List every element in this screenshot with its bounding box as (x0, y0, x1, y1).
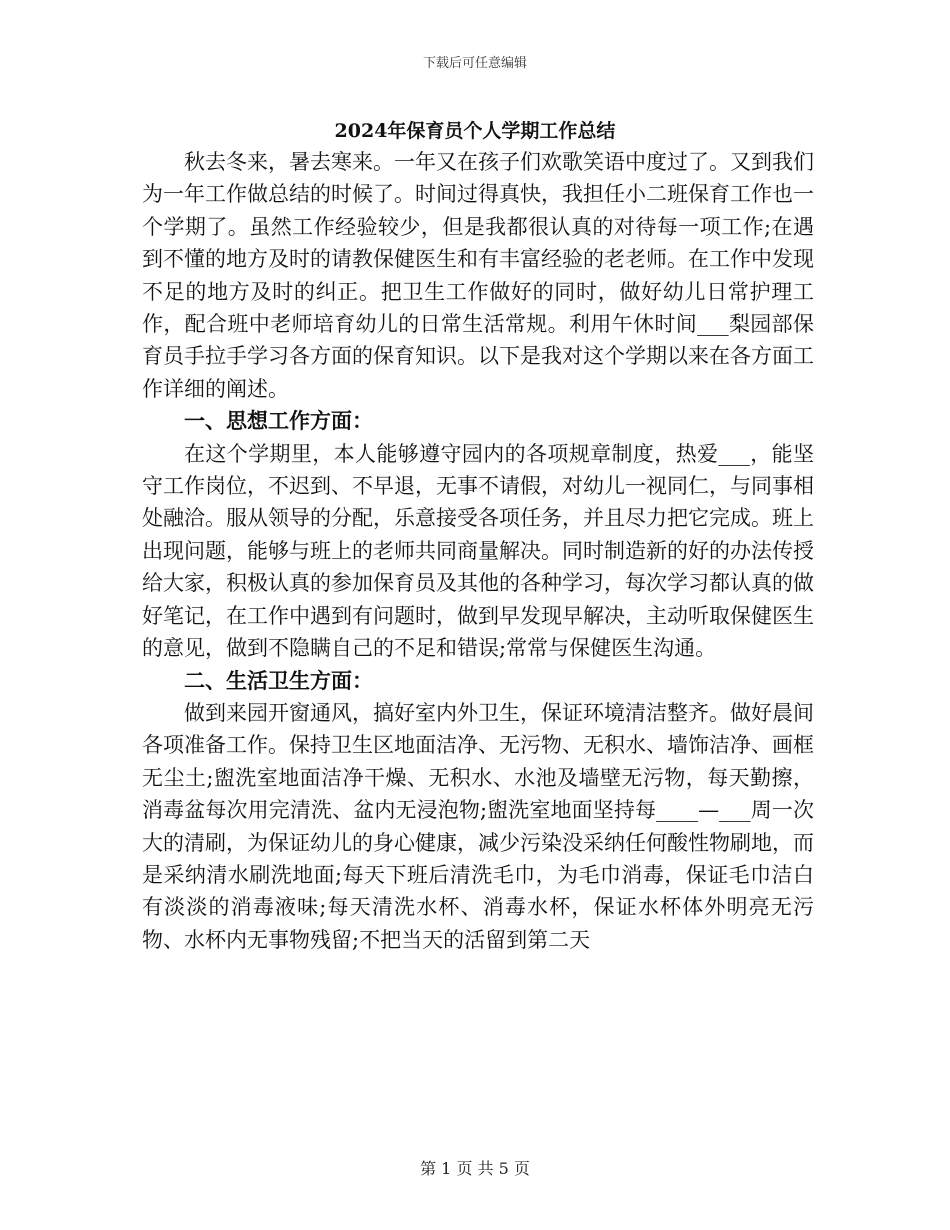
section-heading-ideology: 一、思想工作方面： (184, 409, 373, 434)
page-header-note: 下载后可任意编辑 (422, 56, 527, 71)
intro-paragraph: 秋去冬来，暑去寒来。一年又在孩子们欢歌笑语中度过了。又到我们为一年工作做总结的时候了。时间过得真快，我担任小二班保育工作也一个学期了。虽然工作经验较少，但是我都很认真的对待每一项工作;在遇到不懂的地方及时的请教保健医生和有丰富经验的老老师。在工作中发现不足的地方及时的纠正。把卫生工作做好的同时，做好幼儿日常护理工作，配合班中老师培育幼儿的日常生活常规。利用午休时间___梨园部保育员手拉手学习各方面的保育知识。以下是我对这个学期以来在各方面工作详细的阐述。 (142, 150, 814, 401)
hygiene-paragraph: 做到来园开窗通风，搞好室内外卫生，保证环境清洁整齐。做好晨间各项准备工作。保持卫生区地面洁净、无污物、无积水、墙饰洁净、画框无尘土;盥洗室地面洁净干燥、无积水、水池及墙壁无污物，每天勤擦，消毒盆每次用完清洗、盆内无浸泡物;盥洗室地面坚持每____—___周一次大的清刷，为保证幼儿的身心健康，减少污染没采纳任何酸性物刷地，而是采纳清水刷洗地面;每天下班后清洗毛巾，为毛巾消毒，保证毛巾洁白有淡淡的消毒液味;每天清洗水杯、消毒水杯，保证水杯体外明亮无污物、水杯内无事物残留;不把当天的活留到第二天 (142, 700, 814, 952)
document-title: 2024年保育员个人学期工作总结 (334, 120, 616, 142)
page-number: 第 1 页 共 5 页 (420, 1159, 530, 1178)
document-body (142, 146, 814, 956)
ideology-paragraph: 在这个学期里，本人能够遵守园内的各项规章制度，热爱___，能坚守工作岗位，不迟到、不早退，无事不请假，对幼儿一视同仁，与同事相处融洽。服从领导的分配，乐意接受各项任务，并且尽力把它完成。班上出现问题，能够与班上的老师共同商量解决。同时制造新的好的办法传授给大家，积极认真的参加保育员及其他的各种学习，每次学习都认真的做好笔记，在工作中遇到有问题时，做到早发现早解决，主动听取保健医生的意见，做到不隐瞒自己的不足和错误;常常与保健医生沟通。 (142, 441, 814, 661)
section-heading-hygiene: 二、生活卫生方面： (184, 668, 373, 693)
